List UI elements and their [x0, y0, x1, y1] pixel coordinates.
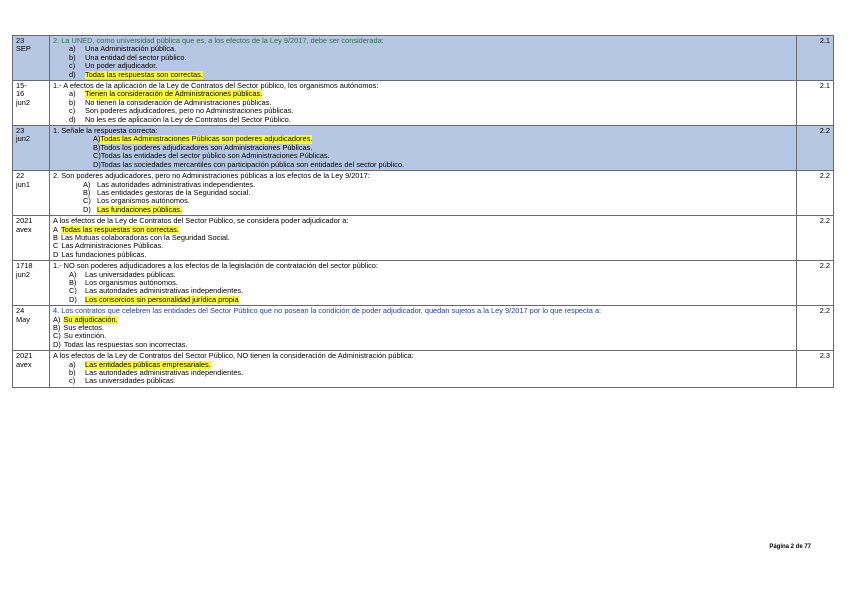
answer-option: [53, 234, 793, 242]
option-letter: a): [69, 44, 76, 54]
option-text: Las Administraciones Públicas.: [61, 241, 164, 251]
option-letter: C: [53, 241, 59, 251]
option-letter: A): [83, 179, 91, 189]
questions-table-body: [13, 36, 834, 388]
option-text: Los organismos autónomos.: [97, 196, 190, 206]
question-row: [13, 36, 834, 81]
topic-ref-cell: 2.1: [797, 36, 834, 81]
option-letter: C): [69, 286, 77, 296]
question-text: 4. Los contratos que celebren las entidades del Sector Público que no posean la condición de poder adjudicador, quedan sujetos a la Ley 9/2017 por lo que respecta a:: [53, 306, 602, 316]
answer-option: [53, 377, 793, 385]
question-text: A los efectos de la Ley de Contratos del Sector Público, se considera poder adjudicador a:: [53, 216, 349, 226]
option-text: Todas las sociedades mercantiles con participación pública son entidades del sector público.: [100, 159, 405, 169]
question-cell: [50, 261, 797, 306]
option-letter: B): [83, 187, 91, 197]
correct-answer-text: Todas las respuestas son correctas.: [60, 224, 179, 234]
question-text: 1.- NO son poderes adjudicadores a los efectos de la legislación de contratación del sector público:: [53, 261, 378, 271]
option-letter: d): [69, 114, 76, 124]
page-number: Página 2 de 77: [769, 544, 811, 550]
exam-date-cell: 22 jun1: [13, 171, 50, 216]
option-letter: D): [69, 294, 77, 304]
exam-date-cell: 23 SEP: [13, 36, 50, 81]
topic-ref-cell: 2.2: [797, 126, 834, 171]
option-letter: D: [53, 249, 59, 259]
option-letter: d): [69, 69, 76, 79]
option-letter: C): [83, 196, 91, 206]
option-letter: A): [69, 269, 77, 279]
question-cell: [50, 36, 797, 81]
exam-date-cell: 2021 avex: [13, 216, 50, 261]
option-text: Las Mutuas colaboradoras con la Seguridad Social.: [60, 232, 230, 242]
answer-option: [53, 296, 793, 304]
question-row: [13, 171, 834, 216]
question-cell: [50, 81, 797, 126]
option-text: Son poderes adjudicadores, pero no Administraciones públicas.: [85, 106, 294, 116]
answer-option: [53, 71, 793, 79]
option-text: Todas las respuestas son incorrectas.: [63, 339, 188, 349]
option-text: Las autoridades administrativas independientes.: [97, 179, 256, 189]
exam-date-cell: 15- 16 jun2: [13, 81, 50, 126]
question-text: 1. Señale la respuesta correcta:: [53, 126, 158, 136]
question-cell: [50, 126, 797, 171]
option-text: Un poder adjudicador.: [85, 61, 158, 71]
option-text: Las entidades gestoras de la Seguridad social.: [97, 187, 251, 197]
option-letter: c): [69, 376, 76, 386]
question-row: [13, 351, 834, 388]
option-letter: B): [53, 323, 61, 332]
option-letter: D): [93, 159, 101, 169]
exam-date-cell: 24 May: [13, 306, 50, 351]
option-letter: B: [53, 232, 58, 242]
option-letter: c): [69, 61, 76, 71]
correct-answer-text: Las entidades públicas empresariales.: [85, 359, 211, 369]
topic-ref-cell: 2.2: [797, 171, 834, 216]
option-letter: b): [69, 368, 76, 378]
topic-ref-cell: 2.1: [797, 81, 834, 126]
questions-table: [12, 35, 834, 388]
option-letter: b): [69, 97, 76, 107]
option-text: No tienen la consideración de Administraciones públicas.: [85, 97, 272, 107]
option-text: Las autoridades administrativas independientes.: [85, 368, 244, 378]
option-letter: C): [93, 151, 101, 161]
topic-ref-cell: 2.2: [797, 216, 834, 261]
option-text: Todas las entidades del sector público son Administraciones Públicas.: [100, 151, 330, 161]
option-text: Las fundaciones públicas.: [61, 249, 147, 259]
exam-date-cell: 2021 avex: [13, 351, 50, 388]
option-text: Los organismos autónomos.: [85, 277, 178, 287]
answer-option: [53, 206, 793, 214]
answer-option: [53, 116, 793, 124]
answer-option: [53, 54, 793, 62]
question-row: [13, 261, 834, 306]
option-letter: D): [83, 204, 91, 214]
question-row: [13, 81, 834, 126]
question-text: 1.- A efectos de la aplicación de la Ley de Contratos del Sector público, los organismos autónomos:: [53, 81, 379, 91]
option-letter: a): [69, 89, 76, 99]
option-letter: C): [53, 331, 61, 341]
option-text: Las autoridades administrativas independientes.: [85, 286, 244, 296]
question-cell: [50, 216, 797, 261]
correct-answer-text: Todas las Administraciones Públicas son poderes adjudicadores.: [100, 134, 313, 144]
option-letter: a): [69, 359, 76, 369]
correct-answer-text: Todas las respuestas son correctas.: [85, 69, 203, 79]
answer-option: [53, 316, 793, 324]
option-text: No les es de aplicación la Ley de Contratos del Sector Público.: [85, 114, 291, 124]
answer-option: [53, 324, 793, 332]
option-text: Las universidades públicas.: [85, 269, 176, 279]
question-row: [13, 306, 834, 351]
correct-answer-text: Las fundaciones públicas.: [97, 204, 183, 214]
option-letter: b): [69, 52, 76, 62]
exam-date-cell: 23 jun2: [13, 126, 50, 171]
option-text: Todos los poderes adjudicadores son Administraciones Públicas.: [100, 142, 313, 152]
option-letter: A: [53, 224, 58, 234]
option-letter: c): [69, 106, 76, 116]
option-text: Su extinción.: [63, 331, 107, 341]
option-letter: B): [69, 277, 77, 287]
answer-option: [53, 161, 793, 169]
question-row: [13, 216, 834, 261]
question-row: [13, 126, 834, 171]
question-cell: [50, 171, 797, 216]
correct-answer-text: Tienen la consideración de Administraciones públicas.: [85, 89, 263, 99]
correct-answer-text: Los consorcios sin personalidad jurídica propia: [85, 294, 239, 304]
option-letter: A): [53, 314, 61, 324]
topic-ref-cell: 2.2: [797, 306, 834, 351]
answer-option: [53, 341, 793, 349]
correct-answer-text: Su adjudicación.: [63, 314, 118, 324]
answer-option: [53, 251, 793, 259]
question-text: 2. La UNED, como universidad pública que es, a los efectos de la Ley 9/2017, debe ser considerada:: [53, 36, 384, 45]
question-text: A los efectos de la Ley de Contratos del Sector Público, NO tienen la consideración de Administración pública:: [53, 351, 414, 361]
option-text: Sus efectos.: [63, 323, 105, 332]
question-cell: [50, 351, 797, 388]
question-text: 2. Son poderes adjudicadores, pero no Administraciones públicas a los efectos de la Ley 9/2017:: [53, 171, 370, 181]
option-letter: D): [53, 339, 61, 349]
question-cell: [50, 306, 797, 351]
option-text: Una Administración pública.: [85, 44, 177, 54]
exam-date-cell: 1718 jun2: [13, 261, 50, 306]
topic-ref-cell: 2.2: [797, 261, 834, 306]
option-letter: B): [93, 142, 101, 152]
topic-ref-cell: 2.3: [797, 351, 834, 388]
option-text: Las universidades públicas.: [85, 376, 176, 386]
option-text: Una entidad del sector público.: [85, 52, 187, 62]
answer-option: [53, 242, 793, 250]
option-letter: A): [93, 134, 101, 144]
